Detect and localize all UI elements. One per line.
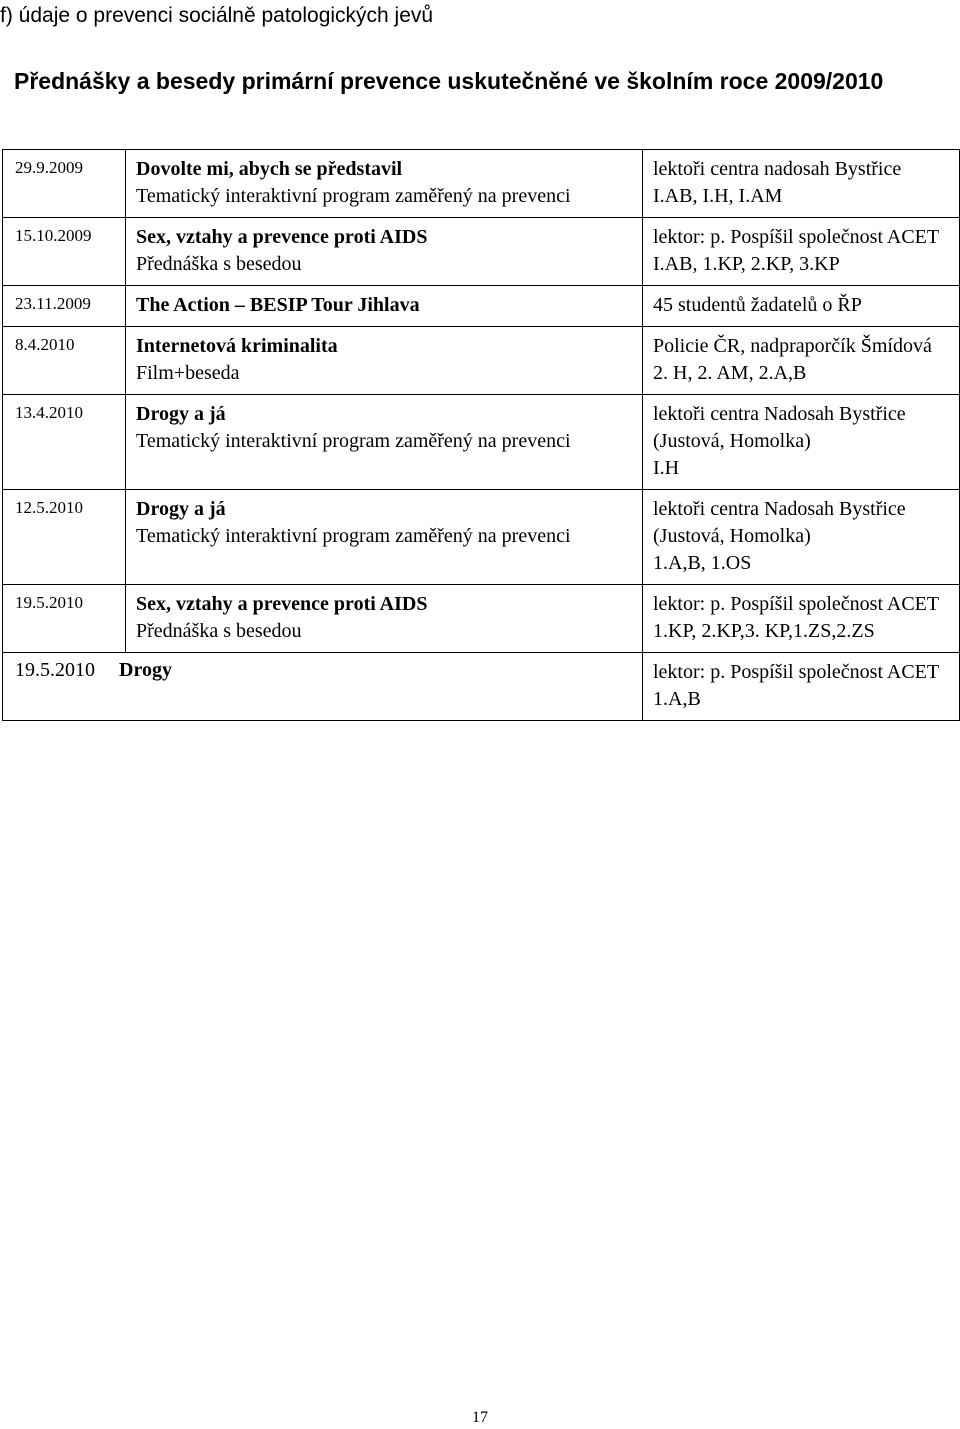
- row-date: 12.5.2010: [3, 490, 126, 585]
- lecturer-text: lektoři centra nadosah Bystřice: [653, 158, 902, 180]
- program-description: Přednáška s besedou: [136, 253, 302, 275]
- program-description: Film+beseda: [136, 362, 240, 384]
- program-title: Drogy a já: [136, 498, 226, 520]
- table-row: [3, 327, 960, 395]
- class-list: I.AB, 1.KP, 2.KP, 3.KP: [653, 253, 840, 275]
- lecturer-text: lektoři centra Nadosah Bystřice (Justová, Homolka): [653, 498, 906, 547]
- row-date: 19.5.2010: [3, 585, 126, 653]
- program-description: Přednáška s besedou: [136, 620, 302, 642]
- table-row: [3, 286, 960, 327]
- program-description: Tematický interaktivní program zaměřený na prevenci: [136, 185, 571, 207]
- table-heading: Přednášky a besedy primární prevence uskutečněné ve školním roce 2009/2010: [14, 68, 884, 94]
- row-date: 19.5.2010: [15, 659, 95, 681]
- table-row: [3, 150, 960, 218]
- lecturer-text: lektoři centra Nadosah Bystřice (Justová, Homolka): [653, 403, 906, 452]
- row-program: [126, 286, 643, 327]
- program-title: Sex, vztahy a prevence proti AIDS: [136, 593, 428, 615]
- row-date: 13.4.2010: [3, 395, 126, 490]
- row-lecturer: [643, 585, 960, 653]
- row-date-program: [3, 653, 643, 721]
- class-list: I.AB, I.H, I.AM: [653, 185, 783, 207]
- table-row: [3, 653, 960, 721]
- program-title: Drogy: [119, 659, 172, 681]
- page-number: 17: [472, 1409, 488, 1426]
- lecturer-text: Policie ČR, nadpraporčík Šmídová: [653, 335, 932, 357]
- row-program: [126, 327, 643, 395]
- program-title: Internetová kriminalita: [136, 335, 338, 357]
- row-lecturer: [643, 653, 960, 721]
- row-date: 15.10.2009: [3, 218, 126, 286]
- program-title: Dovolte mi, abych se představil: [136, 158, 403, 180]
- row-audience: [643, 286, 960, 327]
- row-date: 29.9.2009: [3, 150, 126, 218]
- class-list: 1.A,B, 1.OS: [653, 552, 752, 574]
- audience-text: 45 studentů žadatelů o ŘP: [653, 294, 862, 316]
- program-title: Drogy a já: [136, 403, 226, 425]
- program-title: Sex, vztahy a prevence proti AIDS: [136, 226, 428, 248]
- class-list: I.H: [653, 457, 680, 479]
- row-program: [126, 490, 643, 585]
- table-row: [3, 395, 960, 490]
- program-title: The Action – BESIP Tour Jihlava: [136, 294, 420, 316]
- row-lecturer: [643, 218, 960, 286]
- section-heading: f) údaje o prevenci sociálně patologických jevů: [0, 4, 434, 27]
- table-row: [3, 490, 960, 585]
- class-list: 1.A,B: [653, 688, 701, 710]
- row-program: [126, 218, 643, 286]
- table-row: [3, 218, 960, 286]
- lecturer-text: lektor: p. Pospíšil společnost ACET: [653, 593, 940, 615]
- program-description: Tematický interaktivní program zaměřený na prevenci: [136, 430, 571, 452]
- class-list: 1.KP, 2.KP,3. KP,1.ZS,2.ZS: [653, 620, 875, 642]
- row-lecturer: [643, 395, 960, 490]
- row-program: [126, 395, 643, 490]
- row-lecturer: [643, 327, 960, 395]
- row-program: [126, 585, 643, 653]
- row-date: 23.11.2009: [3, 286, 126, 327]
- lecturer-text: lektor: p. Pospíšil společnost ACET: [653, 226, 940, 248]
- table-row: [3, 585, 960, 653]
- row-lecturer: [643, 490, 960, 585]
- program-description: Tematický interaktivní program zaměřený na prevenci: [136, 525, 571, 547]
- class-list: 2. H, 2. AM, 2.A,B: [653, 362, 807, 384]
- row-program: [126, 150, 643, 218]
- row-lecturer: [643, 150, 960, 218]
- row-date: 8.4.2010: [3, 327, 126, 395]
- lecturer-text: lektor: p. Pospíšil společnost ACET: [653, 661, 940, 683]
- prevention-table: [2, 149, 960, 721]
